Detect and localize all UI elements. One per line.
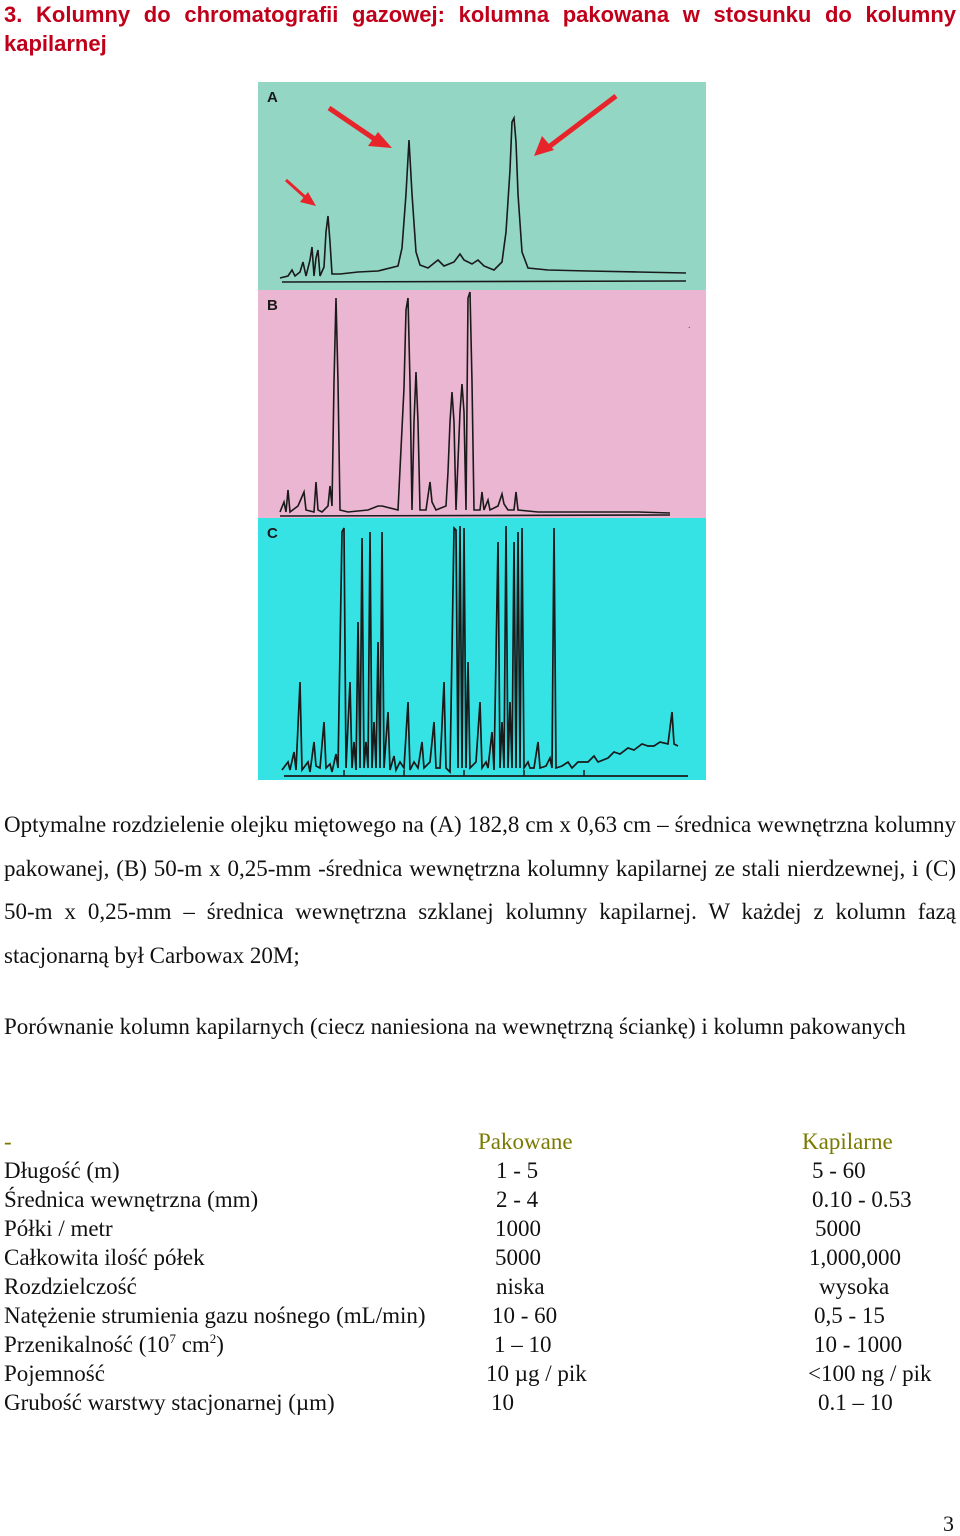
row-label bbox=[4, 1330, 224, 1359]
row-capillary-value: 5000 bbox=[815, 1216, 861, 1241]
page-number: 3 bbox=[943, 1511, 954, 1536]
row-label: Rozdzielczość bbox=[4, 1274, 137, 1299]
row-packed-value: 1000 bbox=[495, 1216, 541, 1241]
label-part: cm bbox=[175, 1332, 210, 1357]
table-row bbox=[4, 1272, 956, 1301]
row-capillary-value: 0.1 – 10 bbox=[818, 1390, 893, 1415]
label-part: ) bbox=[216, 1332, 224, 1357]
comparison-intro: Porównanie kolumn kapilarnych (ciecz naniesiona na wewnętrzną ściankę) i kolumn pakowanych bbox=[4, 1014, 906, 1039]
header-packed: Pakowane bbox=[478, 1129, 573, 1154]
row-capillary-value: 10 - 1000 bbox=[814, 1332, 903, 1357]
table-header-row bbox=[4, 1127, 956, 1156]
table-row bbox=[4, 1243, 956, 1272]
row-label: Grubość warstwy stacjonarnej (µm) bbox=[4, 1390, 335, 1415]
row-packed-value: 2 - 4 bbox=[496, 1187, 539, 1212]
label-superscript: 7 bbox=[169, 1331, 176, 1346]
panel-b-label: B bbox=[267, 297, 278, 314]
chromatogram-figure bbox=[258, 82, 706, 780]
panel-b-background bbox=[258, 290, 706, 518]
row-capillary-value: 5 - 60 bbox=[812, 1158, 866, 1183]
comparison-table bbox=[4, 1127, 956, 1417]
label-superscript: 2 bbox=[209, 1331, 217, 1346]
table-row bbox=[4, 1214, 956, 1243]
dot-mark: . bbox=[688, 320, 691, 331]
section-heading bbox=[4, 0, 956, 58]
row-capillary-value: 0.10 - 0.53 bbox=[812, 1187, 912, 1212]
table-row bbox=[4, 1330, 956, 1359]
header-capillary: Kapilarne bbox=[802, 1129, 893, 1154]
table-row bbox=[4, 1388, 956, 1417]
table-row bbox=[4, 1185, 956, 1214]
heading-number: 3. bbox=[4, 2, 23, 27]
row-capillary-value: 1,000,000 bbox=[809, 1245, 901, 1270]
figure-caption: Optymalne rozdzielenie olejku miętowego na (A) 182,8 cm x 0,63 cm – średnica wewnętrzna kolumny pakowanej, (B) 50-m x 0,25-mm -średnica wewnętrzna kolumny kapilarnej ze stali nierdzewnej, i (C) 50-m x 0,25-mm – średnica wewnętrzna szklanej kolumny kapilarnej. W każdej z kolumn fazą stacjonarną był Carbowax 20M; bbox=[4, 812, 956, 968]
row-packed-value: 1 - 5 bbox=[496, 1158, 539, 1183]
row-packed-value: 10 µg / pik bbox=[486, 1361, 587, 1386]
row-label: Półki / metr bbox=[4, 1216, 113, 1241]
row-packed-value: 10 bbox=[491, 1390, 514, 1415]
row-label: Pojemność bbox=[4, 1361, 105, 1386]
row-packed-value: 1 – 10 bbox=[494, 1332, 552, 1357]
row-packed-value: 10 - 60 bbox=[492, 1303, 558, 1328]
row-packed-value: 5000 bbox=[495, 1245, 541, 1270]
row-capillary-value: 0,5 - 15 bbox=[814, 1303, 885, 1328]
row-label: Natężenie strumienia gazu nośnego (mL/min) bbox=[4, 1303, 426, 1328]
row-capillary-value: wysoka bbox=[819, 1274, 890, 1299]
row-label: Całkowita ilość półek bbox=[4, 1245, 205, 1270]
label-part: Przenikalność (10 bbox=[4, 1332, 170, 1357]
table-row bbox=[4, 1301, 956, 1330]
table-row bbox=[4, 1359, 956, 1388]
row-capillary-value: <100 ng / pik bbox=[808, 1361, 932, 1386]
table-row bbox=[4, 1156, 956, 1185]
row-packed-value: niska bbox=[496, 1274, 545, 1299]
panel-c-label: C bbox=[267, 525, 278, 542]
panel-a-label: A bbox=[267, 89, 278, 106]
heading-text: Kolumny do chromatografii gazowej: kolumna pakowana w stosunku do kolumny kapilarnej bbox=[4, 2, 956, 56]
row-label: Średnica wewnętrzna (mm) bbox=[4, 1187, 259, 1212]
row-label: Długość (m) bbox=[4, 1158, 120, 1183]
header-dash: - bbox=[4, 1129, 12, 1154]
